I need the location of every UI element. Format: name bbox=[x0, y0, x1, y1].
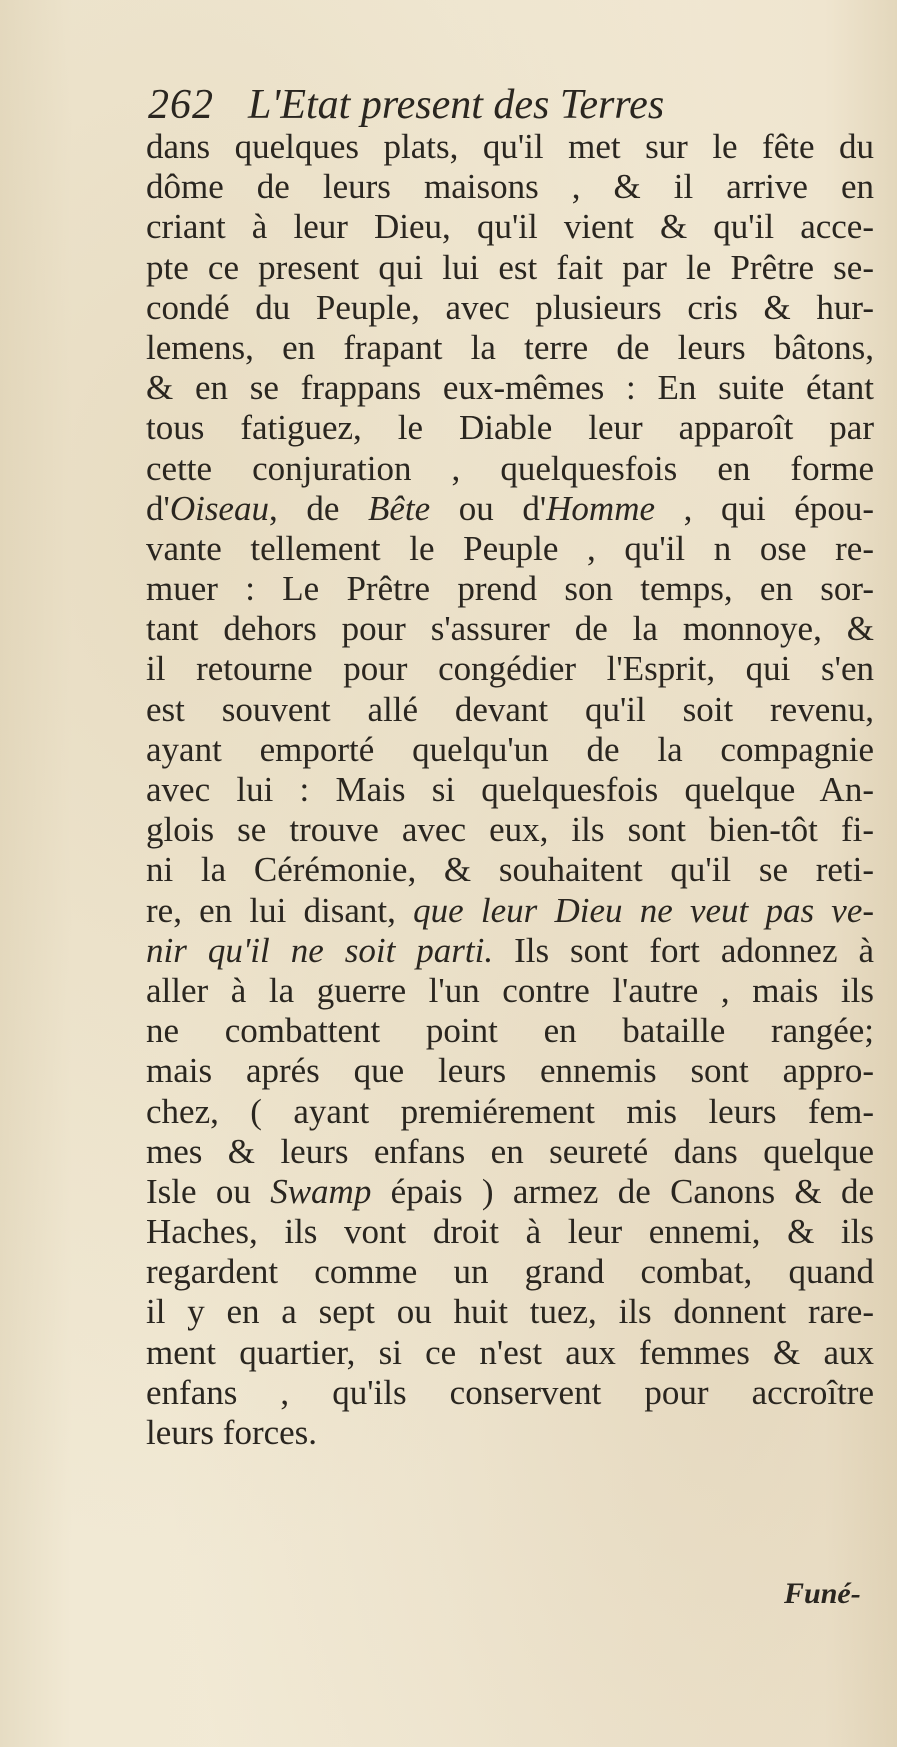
text-segment: criant à leur Dieu, qu'il vient & qu'il acce- bbox=[146, 207, 874, 247]
italic-segment: nir qu'il ne soit parti. bbox=[146, 930, 494, 970]
text-segment: il retourne pour congédier l'Esprit, qui s'en bbox=[146, 649, 874, 689]
text-line bbox=[146, 810, 874, 850]
text-segment: épais ) armez de Canons & de bbox=[371, 1171, 874, 1211]
text-segment: avec lui : Mais si quelquesfois quelque An- bbox=[146, 770, 874, 809]
text-segment: tant dehors pour s'assurer de la monnoye, & bbox=[146, 609, 874, 649]
text-line bbox=[146, 891, 874, 931]
text-segment: ment quartier, si ce n'est aux femmes & aux bbox=[146, 1332, 874, 1372]
text-line bbox=[146, 1132, 874, 1172]
text-line bbox=[146, 971, 874, 1011]
italic-segment: Swamp bbox=[270, 1171, 372, 1211]
text-line bbox=[146, 1292, 874, 1332]
text-segment: pte ce present qui lui est fait par le Prêtre se- bbox=[146, 247, 874, 287]
page-number: 262 bbox=[148, 82, 214, 128]
text-line bbox=[146, 489, 874, 529]
text-segment: regardent comme un grand combat, quand bbox=[146, 1252, 874, 1292]
text-line bbox=[146, 1092, 874, 1132]
text-line bbox=[146, 167, 874, 207]
text-segment: , de bbox=[268, 488, 368, 528]
text-segment: re, en lui disant, bbox=[146, 890, 414, 930]
text-segment: muer : Le Prêtre prend son temps, en sor- bbox=[146, 569, 874, 609]
text-line bbox=[146, 127, 874, 167]
text-segment: est souvent allé devant qu'il soit revenu, bbox=[146, 689, 874, 729]
text-line bbox=[146, 1413, 874, 1453]
running-header bbox=[148, 80, 788, 130]
text-segment: tous fatiguez, le Diable leur apparoît par bbox=[146, 408, 874, 448]
italic-segment: que leur Dieu ne veut pas ve- bbox=[413, 890, 874, 930]
text-segment: chez, ( ayant premiérement mis leurs fem- bbox=[146, 1091, 874, 1131]
text-line bbox=[146, 770, 874, 810]
text-segment: lemens, en frapant la terre de leurs bâtons, bbox=[146, 327, 874, 367]
text-segment: enfans , qu'ils conservent pour accroître bbox=[146, 1372, 874, 1412]
text-segment: mais aprés que leurs ennemis sont appro- bbox=[146, 1051, 874, 1091]
text-line bbox=[146, 1212, 874, 1252]
body-text bbox=[146, 127, 874, 1453]
text-line bbox=[146, 1051, 874, 1091]
text-line bbox=[146, 690, 874, 730]
text-segment: dôme de leurs maisons , & il arrive en bbox=[146, 167, 874, 207]
text-line bbox=[146, 850, 874, 890]
text-line bbox=[146, 449, 874, 489]
text-segment: il y en a sept ou huit tuez, ils donnent rare- bbox=[146, 1292, 874, 1332]
text-line bbox=[146, 931, 874, 971]
text-segment: leurs forces. bbox=[146, 1413, 318, 1452]
text-line bbox=[146, 730, 874, 770]
text-line bbox=[146, 1011, 874, 1051]
text-segment: ne combattent point en bataille rangée; bbox=[146, 1011, 874, 1051]
catchword: Funé- bbox=[784, 1577, 861, 1610]
text-line bbox=[146, 408, 874, 448]
text-line bbox=[146, 529, 874, 569]
italic-segment: Bête bbox=[367, 488, 431, 528]
text-line bbox=[146, 207, 874, 247]
text-segment: & en se frappans eux-mêmes : En suite étant bbox=[146, 368, 874, 408]
text-line bbox=[146, 288, 874, 328]
text-line bbox=[146, 609, 874, 649]
text-line bbox=[146, 328, 874, 368]
text-line bbox=[146, 248, 874, 288]
text-line bbox=[146, 1252, 874, 1292]
text-segment: ayant emporté quelqu'un de la compagnie bbox=[146, 729, 874, 769]
text-line bbox=[146, 1333, 874, 1373]
text-line bbox=[146, 649, 874, 689]
text-line bbox=[146, 1373, 874, 1413]
text-line bbox=[146, 368, 874, 408]
text-line bbox=[146, 1172, 874, 1212]
text-segment: aller à la guerre l'un contre l'autre , mais ils bbox=[146, 970, 874, 1010]
text-segment: d' bbox=[146, 488, 170, 528]
text-segment: glois se trouve avec eux, ils sont bien-tôt fi- bbox=[146, 810, 874, 850]
text-segment: mes & leurs enfans en seureté dans quelque bbox=[146, 1131, 874, 1171]
text-line bbox=[146, 569, 874, 609]
text-segment: cette conjuration , quelquesfois en forme bbox=[146, 448, 874, 488]
running-title: L'Etat present des Terres bbox=[248, 82, 665, 128]
italic-segment: Homme bbox=[546, 488, 656, 528]
text-segment: ou d' bbox=[430, 488, 547, 528]
text-segment: Isle ou bbox=[146, 1171, 271, 1211]
text-segment: Haches, ils vont droit à leur ennemi, & ils bbox=[146, 1212, 874, 1252]
text-segment: dans quelques plats, qu'il met sur le fête du bbox=[146, 127, 874, 166]
text-segment: Ils sont fort adonnez à bbox=[493, 930, 874, 970]
text-segment: condé du Peuple, avec plusieurs cris & hur- bbox=[146, 287, 874, 327]
italic-segment: Oiseau bbox=[169, 488, 269, 528]
text-segment: vante tellement le Peuple , qu'il n ose re- bbox=[146, 528, 874, 568]
text-segment: ni la Cérémonie, & souhaitent qu'il se reti- bbox=[146, 850, 874, 890]
text-segment: , qui épou- bbox=[655, 488, 874, 528]
